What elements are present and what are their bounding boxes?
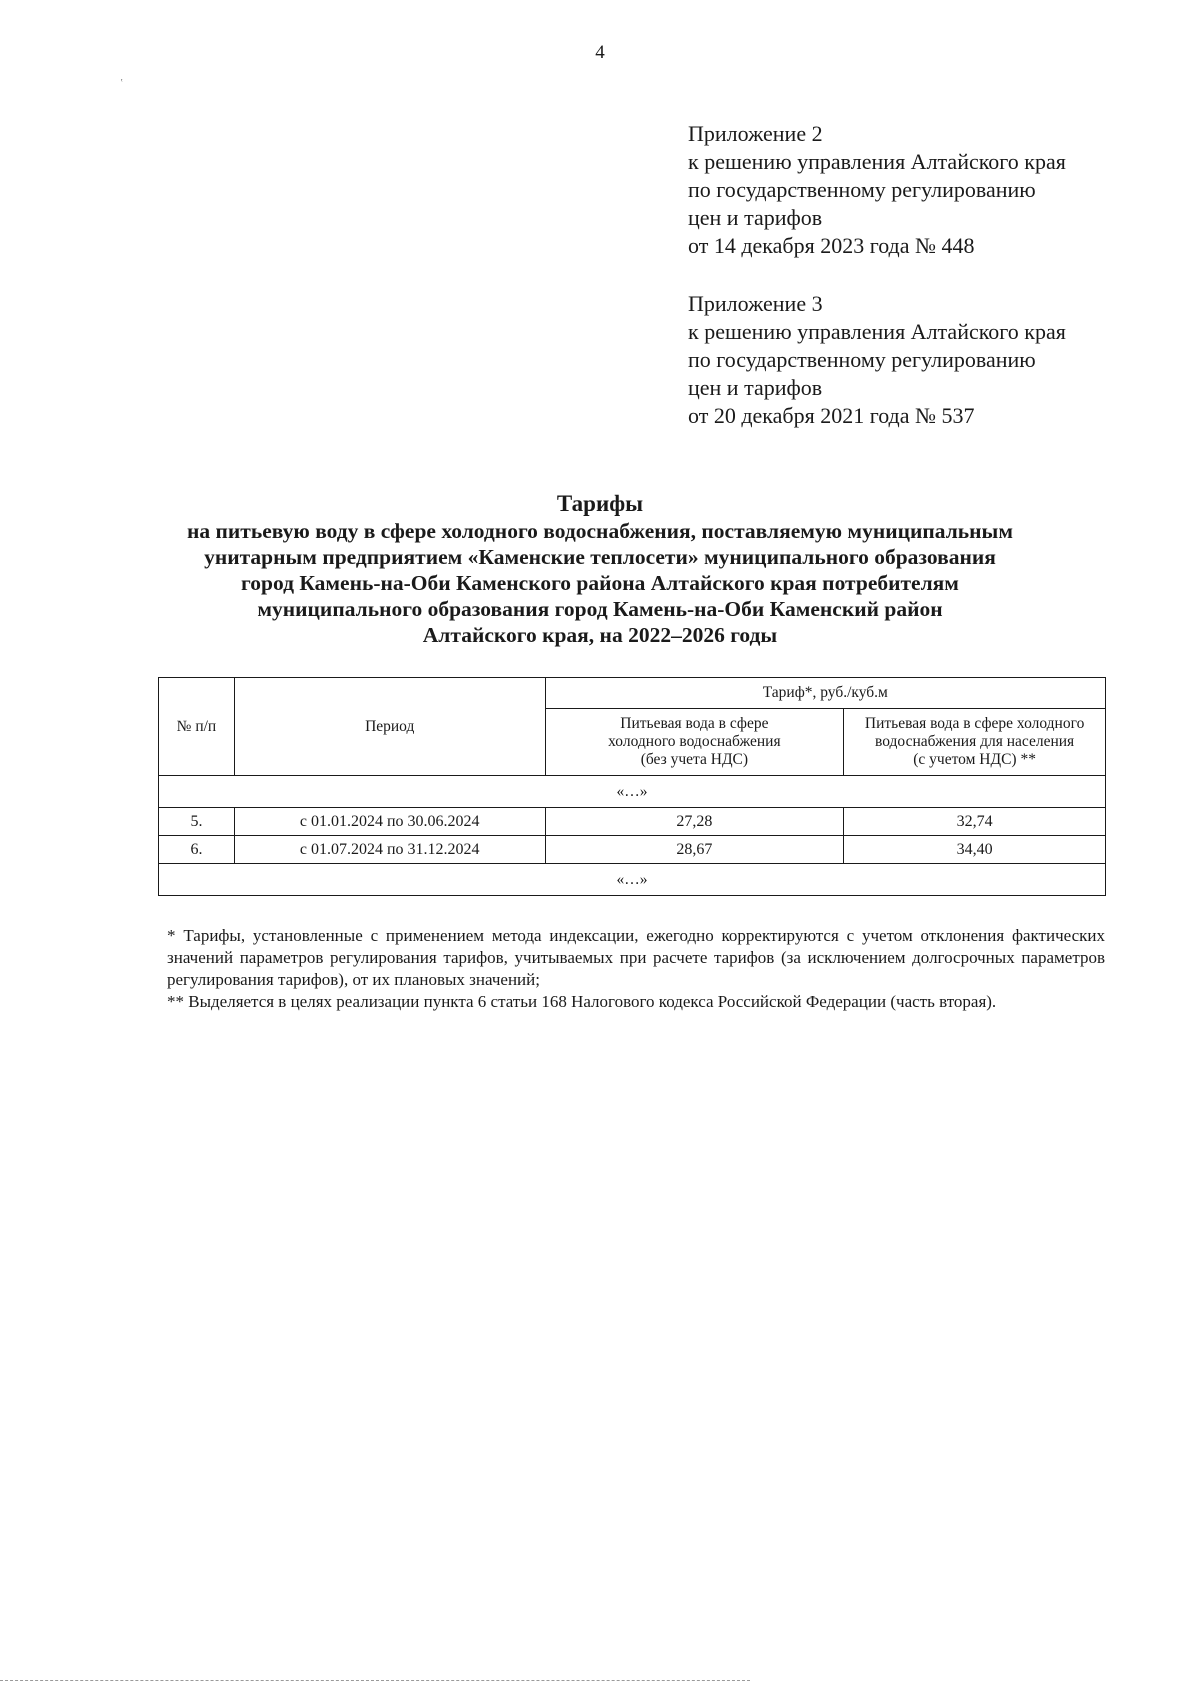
appendix-3-label: Приложение 3: [688, 291, 823, 316]
header-text-line: (без учета НДС): [640, 751, 749, 768]
scan-artifact-line: [0, 1680, 750, 1681]
appendix-3-date: от 20 декабря 2021 года № 537: [688, 403, 975, 428]
appendix-2-date: от 14 декабря 2023 года № 448: [688, 233, 975, 258]
footnote-tariffs: * Тарифы, установленные с применением метода индексации, ежегодно корректируются с учетом отклонения фактических значений параметров регулирования тарифов, учитываемых при расчете тарифов (за исключением долгосрочных параметров регулирования тарифов), от их плановых значений;: [167, 926, 1105, 989]
header-period: Период: [234, 678, 545, 776]
header-text-line: Питьевая вода в сфере: [620, 715, 769, 732]
table-ellipsis-row: [159, 864, 1106, 896]
header-number: № п/п: [159, 678, 235, 776]
title-line: на питьевую воду в сфере холодного водоснабжения, поставляемую муниципальным: [187, 519, 1013, 543]
cell-number: 5.: [159, 808, 235, 836]
header-text-line: холодного водоснабжения: [608, 733, 781, 750]
ellipsis-cell: «…»: [159, 864, 1106, 896]
cell-without-vat: 28,67: [545, 836, 844, 864]
scan-artifact-mark: ‛: [120, 78, 124, 89]
cell-period: с 01.01.2024 по 30.06.2024: [234, 808, 545, 836]
appendix-2-line: по государственному регулированию: [688, 177, 1036, 202]
cell-with-vat: 32,74: [844, 808, 1106, 836]
cell-period: с 01.07.2024 по 31.12.2024: [234, 836, 545, 864]
ellipsis-cell: «…»: [159, 776, 1106, 808]
page-number: 4: [595, 42, 605, 63]
title-line: унитарным предприятием «Каменские теплосети» муниципального образования: [204, 545, 996, 569]
header-text-line: (с учетом НДС) **: [913, 751, 1036, 768]
title-line: муниципального образования город Камень-на-Оби Каменский район: [257, 597, 943, 621]
table-row: [159, 808, 1106, 836]
table-row: [159, 836, 1106, 864]
appendix-3-line: по государственному регулированию: [688, 347, 1036, 372]
appendix-3-line: цен и тарифов: [688, 375, 823, 400]
tariff-table: [158, 677, 1106, 896]
appendix-3-block: [688, 290, 1148, 430]
footnote-vat: ** Выделяется в целях реализации пункта 6 статьи 168 Налогового кодекса Российской Федерации (часть вторая).: [167, 992, 997, 1011]
footnotes: [167, 925, 1105, 1013]
title-main: Тарифы: [556, 491, 644, 516]
table-header-row: [159, 678, 1106, 709]
header-text-line: водоснабжения для населения: [875, 733, 1075, 750]
appendix-2-label: Приложение 2: [688, 121, 823, 146]
title-line: Алтайского края, на 2022–2026 годы: [422, 623, 778, 647]
appendix-3-line: к решению управления Алтайского края: [688, 319, 1066, 344]
table-ellipsis-row: [159, 776, 1106, 808]
header-without-vat: [545, 709, 844, 776]
cell-with-vat: 34,40: [844, 836, 1106, 864]
header-tariff: Тариф*, руб./куб.м: [545, 678, 1105, 709]
document-title: [150, 490, 1050, 648]
appendix-2-block: [688, 120, 1148, 260]
appendix-2-line: цен и тарифов: [688, 205, 823, 230]
appendix-2-line: к решению управления Алтайского края: [688, 149, 1066, 174]
header-with-vat: [844, 709, 1106, 776]
title-line: город Камень-на-Оби Каменского района Алтайского края потребителям: [241, 571, 959, 595]
cell-without-vat: 27,28: [545, 808, 844, 836]
cell-number: 6.: [159, 836, 235, 864]
header-text-line: Питьевая вода в сфере холодного: [864, 715, 1085, 732]
